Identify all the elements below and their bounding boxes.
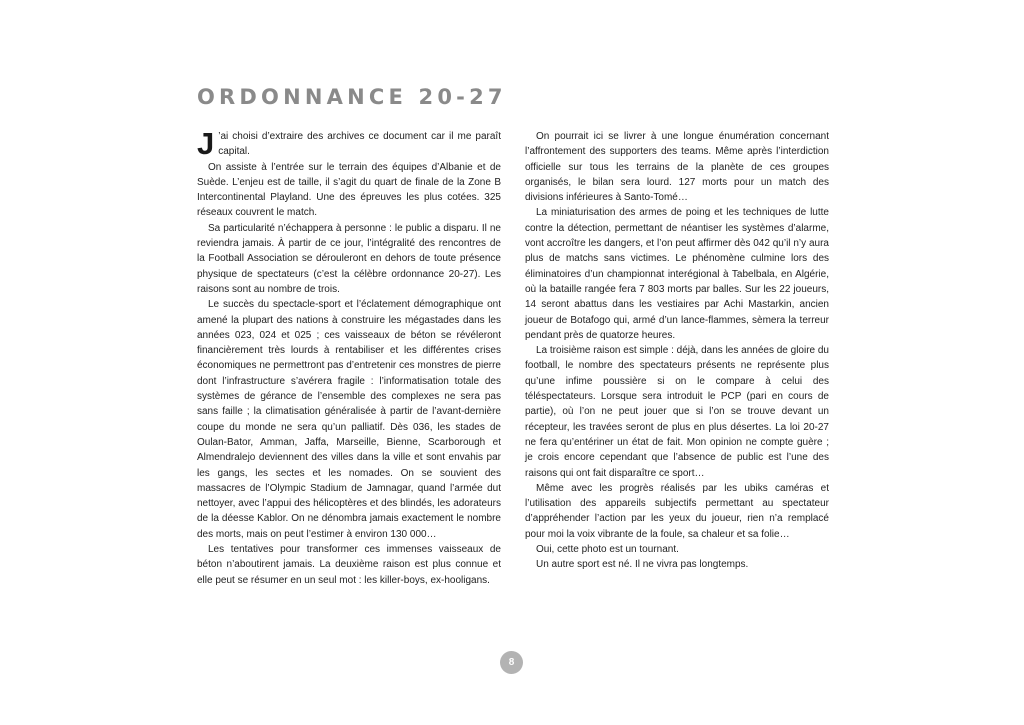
paragraph-3: Sa particularité n’échappera à personne : le public a disparu. Il ne reviendra jamais. À partir de ce jour, l’intégralité des rencontres de la Football Association se dérouleront en dehors de toute présence physique de spectateurs (c’est la célèbre ordonnance 20-27). Les raisons sont au nombre de trois. bbox=[197, 222, 501, 295]
right-column bbox=[525, 129, 829, 573]
paragraph-5: Les tentatives pour transformer ces immenses vaisseaux de béton n’aboutirent jamais. La deuxième raison est plus connue et elle peut se résumer en un seul mot : les killer-boys, ex-hooligans. bbox=[197, 544, 501, 586]
paragraph-4: Le succès du spectacle-sport et l’éclatement démographique ont amené la plupart des nations à construire les mégastades dans les années 023, 024 et 025 ; ces vaisseaux de béton se révéleront financièrement très lourds à rentabiliser et les différentes crises économiques ne permettront pas d’entretenir ces monstres de pierre dont l’infrastructure s’avérera fragile : l’informatisation totale des systèmes de gérance de l’ensemble des complexes ne sera pas sans faille ; la climatisation généralisée à partir de l’avant-dernière coupe du monde ne sera qu’un palliatif. Dès 036, les stades de Oulan-Bator, Amman, Jaffa, Marseille, Bienne, Scarborough et Almendralejo deviennent des villes dans la ville et sont envahis par les gangs, les sectes et les nomades. On se souvient des massacres de l’Olympic Stadium de Jamnagar, quand l’armée dut nettoyer, avec l’appui des hélicoptères et des blindés, les adorateurs de la déesse Kablor. On ne dénombra jamais exactement le nombre des morts, mais on peut l’estimer à environ 130 000… bbox=[197, 299, 501, 540]
paragraph-1-text: ’ai choisi d’extraire des archives ce document car il me paraît capital. bbox=[218, 131, 501, 158]
page-number: 8 bbox=[508, 657, 515, 668]
paragraph-9: Même avec les progrès réalisés par les ubiks caméras et l’utilisation des appareils subjectifs permettant au spectateur d’appréhender l’action par les yeux du joueur, rien n’a remplacé pour moi la voix vibrante de la foule, sa chaleur et sa folie… bbox=[525, 482, 829, 540]
drop-cap: J bbox=[197, 126, 215, 161]
page-number-badge bbox=[500, 651, 523, 674]
page-title: ORDONNANCE 20-27 bbox=[197, 85, 507, 109]
left-column bbox=[197, 126, 501, 588]
paragraph-10: Oui, cette photo est un tournant. bbox=[536, 544, 679, 556]
paragraph-11: Un autre sport est né. Il ne vivra pas longtemps. bbox=[536, 559, 749, 571]
paragraph-1 bbox=[197, 126, 501, 161]
paragraph-6: On pourrait ici se livrer à une longue énumération concernant l’affrontement des supporters des teams. Même après l’interdiction officielle sur tous les terrains de la planète de ces groupes organisés, le bilan sera lourd. 127 morts pour un match des divisions inférieures à Santo-Tomé… bbox=[525, 131, 829, 204]
paragraph-7: La miniaturisation des armes de poing et les techniques de lutte contre la détection, permettant de néantiser les systèmes d’alarme, vont accroître les dangers, et l’on peut affirmer dès 042 qu’il n’y aura plus de matchs sans victimes. Le phénomène culmine lors des éliminatoires d’un championnat interégional à Tabelbala, en Algérie, où la bataille rangée fera 7 803 morts par balles. Sur les 22 joueurs, 14 seront abattus dans les vestiaires par Achi Mastarkin, ancien joueur de Botafogo qui, armé d’un lance-flammes, sèmera la terreur pendant près de quatorze heures. bbox=[525, 207, 829, 341]
paragraph-2: On assiste à l’entrée sur le terrain des équipes d’Albanie et de Suède. L’enjeu est de taille, il s’agit du quart de finale de la Zone B Intercontinental Playland. Une des épreuves les plus cotées. 325 réseaux couvrent le match. bbox=[197, 161, 501, 219]
paragraph-8: La troisième raison est simple : déjà, dans les années de gloire du football, le nombre des spectateurs présents ne représente plus qu’une infime poussière si on le compare à celui des téléspectateurs. Lorsque sera introduit le PCP (pari en cours de partie), où l’on ne peut jouer que si l’on se trouve devant un récepteur, les travées seront de plus en plus désertes. La loi 20-27 ne fera qu’entériner un état de fait. Mon opinion ne compte guère ; je crois encore cependant que l’absence de public est l’une des raisons qui ont fait disparaître ce sport… bbox=[525, 345, 829, 479]
